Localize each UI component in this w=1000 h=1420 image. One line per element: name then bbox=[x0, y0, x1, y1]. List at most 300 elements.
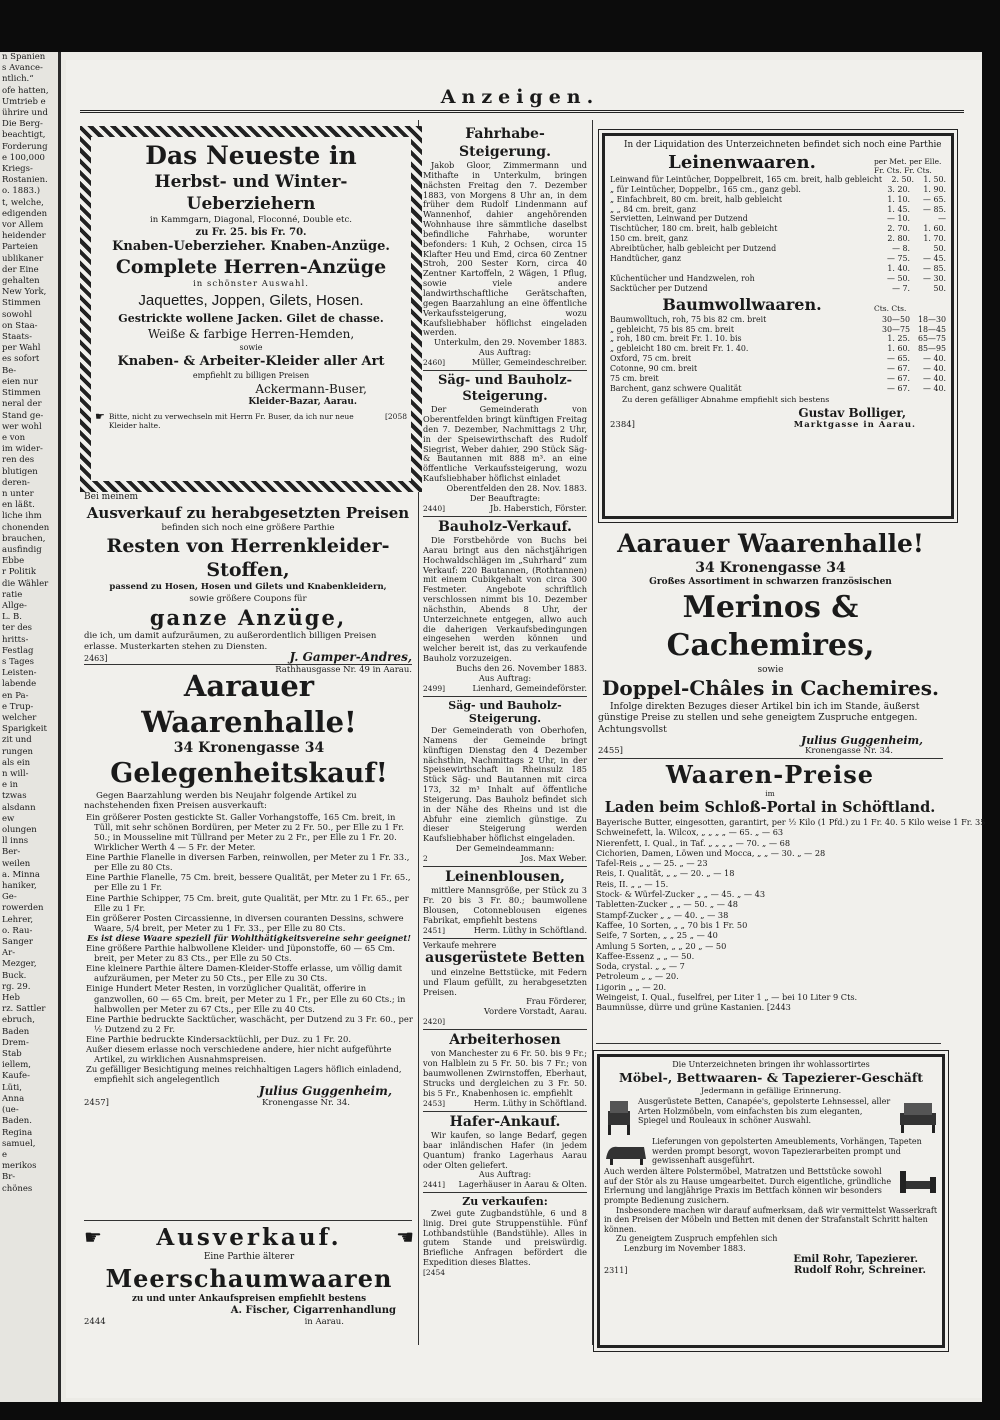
price-elle: 1. 70. bbox=[923, 234, 946, 244]
price-row: Nierenfett, I. Qual., in Taf. „ „ „ „ — 70. „ — 68 bbox=[596, 837, 791, 848]
price-meter: — 75. bbox=[887, 254, 910, 264]
price-meter: — 10. bbox=[887, 214, 910, 224]
stub-line: Festlag bbox=[2, 645, 34, 656]
ad-headline: ausgerüstete Betten bbox=[425, 950, 585, 967]
ad-waaren-preise-schoeftland bbox=[596, 760, 986, 1040]
ad-text: und einzelne Bettstücke, mit Federn und Flaum gefüllt, zu herabgesetzten Preisen. bbox=[423, 966, 587, 997]
ad-text: Buchs den 26. November 1883. bbox=[456, 662, 587, 673]
ad-text: zu und unter Ankaufspreisen empfiehlt bestens bbox=[131, 1293, 367, 1304]
price-meter: 1. 10. bbox=[887, 194, 910, 204]
stub-line: haniker, bbox=[2, 881, 37, 892]
price-meter: — 8. bbox=[892, 244, 910, 254]
ad-text: Verkaufe mehrere bbox=[423, 940, 497, 950]
price-row: Weingeist, I. Qual., fuselfrei, per Liter 1 „ — bei 10 Liter 9 Cts. bbox=[596, 992, 858, 1003]
ad-headline: Aarauer Waarenhalle! bbox=[141, 669, 357, 739]
price-row bbox=[610, 244, 946, 254]
stub-line: en läßt. bbox=[2, 500, 35, 511]
stub-line: Allge- bbox=[2, 600, 27, 611]
price-meter: — 67. bbox=[887, 364, 910, 374]
item-name: Küchentücher und Handzwelen, roh bbox=[610, 273, 755, 283]
stub-line: ntlich.“ bbox=[2, 74, 34, 85]
item-name bbox=[610, 264, 874, 274]
price-row bbox=[610, 344, 946, 354]
price-meter: 3. 20. bbox=[887, 184, 910, 194]
price-elle: — 40. bbox=[923, 384, 946, 394]
price-row: Seife, 7 Sorten, „ „ 25 „ — 40 bbox=[596, 930, 718, 941]
price-row bbox=[610, 234, 946, 244]
ad-a2 bbox=[423, 373, 587, 514]
ad-headline: ganze Anzüge, bbox=[149, 605, 347, 631]
ad-address: Kleider-Bazar, Aarau. bbox=[248, 396, 357, 407]
item-name: Abreibtücher, halb gebleicht per Dutzend bbox=[610, 244, 777, 254]
item-name: Oxford, 75 cm. breit bbox=[610, 354, 692, 364]
ad-text: Oberentfelden den 28. Nov. 1883. bbox=[446, 482, 587, 493]
price-list bbox=[596, 817, 986, 1013]
price-meter: — 67. bbox=[887, 384, 910, 394]
stub-line: rz. Sattler bbox=[2, 1004, 46, 1015]
stub-line: o. Rau- bbox=[2, 925, 33, 936]
stub-line: Buck. bbox=[2, 970, 27, 981]
price-elle: — 40. bbox=[923, 354, 946, 364]
ad-gamper-andres bbox=[84, 492, 412, 675]
stub-line: e bbox=[2, 1149, 8, 1160]
ad-a4 bbox=[423, 699, 587, 864]
stub-line: e Trup- bbox=[2, 701, 34, 712]
ad-text: Ausgerüstete Betten, Canapée's, gepolsterte Lehnsessel, aller Arten Holzmöbeln, vom einfachsten bis zum eleganten, Spiegel und Rouleaux in schöner Auswahl. bbox=[638, 1097, 891, 1126]
divider bbox=[84, 664, 412, 665]
price-elle: — 30. bbox=[923, 273, 946, 283]
price-elle: 50. bbox=[933, 244, 946, 254]
ad-footer bbox=[423, 1099, 587, 1109]
ad-text: Die Forstbehörde von Buchs bei Aarau bringt aus den nächstjährigen Hochwaldschlägen im „Suhrhard“ zum Verkauf: 220 Bautannen, (Rothtannen) mit einem Cubikgehalt von circa 300 Festmeter. Angebote schriftlich verschlossen nimmt bis 10. Dezember nächsthin, Abends 8 Uhr, der Unterzeichnete entgegen, allwo auch die daherigen Verkaufsbedingungen eingesehen werden können und welcher bereit ist, das zu verkaufende Bauholz vorzuzeigen. bbox=[423, 535, 587, 664]
ad-text: von Manchester zu 6 Fr. 50. bis 9 Fr.; von Halblein zu 5 Fr. 50. bis 7 Fr.; von baumwollenen Zwirnstoffen, Eberhaut, Strucks und dergleichen zu 3 Fr. 50. bis 5 Fr., Knabenhosen ic. empfiehlt bbox=[423, 1048, 587, 1098]
price-row bbox=[610, 175, 946, 185]
ad-waarenhalle-gelegenheitskauf bbox=[84, 668, 414, 1218]
divider bbox=[423, 866, 587, 867]
stub-line: im wider- bbox=[2, 444, 43, 455]
stub-line: beachtigt, bbox=[2, 130, 46, 141]
ad-headline: Das Neueste in bbox=[145, 141, 357, 170]
stub-line: ublikaner bbox=[2, 253, 44, 264]
item-name: „ für Leintücher, Doppelbr., 165 cm., ganz gebl. bbox=[610, 184, 801, 194]
ad-footer bbox=[423, 1017, 587, 1027]
stub-line: ren des bbox=[2, 455, 35, 466]
ad-a8 bbox=[423, 1114, 587, 1191]
price-meter: 1. 60. bbox=[887, 344, 910, 354]
stub-line: rowerden bbox=[2, 903, 44, 914]
price-elle: 1. 90. bbox=[923, 184, 946, 194]
ad-text: In der Liquidation des Unterzeichneten befindet sich noch eine Parthie bbox=[624, 140, 942, 150]
ad-price: zu Fr. 25. bis Fr. 70. bbox=[195, 226, 307, 238]
stub-line: weilen bbox=[2, 858, 31, 869]
price-row bbox=[610, 185, 946, 195]
stub-line: labende bbox=[2, 679, 37, 690]
ad-bolliger-leinenwaaren bbox=[602, 133, 954, 519]
stub-line: tzwas bbox=[2, 791, 27, 802]
ad-headline: Ausverkauf zu herabgesetzten Preisen bbox=[86, 503, 410, 522]
price-meter: 1. 45. bbox=[887, 204, 910, 214]
stub-line: ratie bbox=[2, 589, 23, 600]
ad-headline: Ausverkauf. bbox=[156, 1224, 342, 1251]
stub-line: Br- bbox=[2, 1172, 16, 1183]
ad-waarenhalle-merinos bbox=[598, 528, 943, 756]
stub-line: Mezger, bbox=[2, 959, 37, 970]
divider bbox=[84, 1220, 412, 1221]
column-header: per Met. per Elle. bbox=[874, 156, 942, 166]
item-text: Es ist diese Waare speziell für Wohlthätigkeitsvereine sehr geeignet! bbox=[87, 932, 411, 943]
bed-illustration bbox=[898, 1167, 938, 1197]
divider bbox=[423, 1192, 587, 1193]
price-meter: — 67. bbox=[887, 374, 910, 384]
ad-address: Kronengasse Nr. 34. bbox=[262, 1098, 350, 1109]
price-elle: — 85. bbox=[923, 204, 946, 214]
stub-line: Kaufe- bbox=[2, 1071, 30, 1082]
ad-fischer-meerschaum bbox=[84, 1224, 414, 1346]
price-meter: — 7. bbox=[892, 283, 910, 293]
sofa-illustration bbox=[898, 1097, 938, 1137]
ad-text: Aus Auftrag: bbox=[478, 672, 532, 683]
stub-line: ew bbox=[2, 813, 15, 824]
column-header: Cts. Cts. bbox=[874, 304, 907, 314]
price-elle: 85—95 bbox=[918, 344, 946, 354]
price-meter: 1. 25. bbox=[887, 334, 910, 344]
stub-line: samuel, bbox=[2, 1138, 36, 1149]
ad-headline: Möbel-, Bettwaaren- & Tapezierer-Geschäft bbox=[619, 1069, 923, 1085]
item-name: Cotonne, 90 cm. breit bbox=[610, 364, 698, 374]
ad-number: 2499] bbox=[423, 683, 446, 693]
stub-line: Kriegs- bbox=[2, 164, 33, 175]
ad-text: in schönster Auswahl. bbox=[193, 279, 309, 290]
item-text: Eine Parthie Flanelle, 75 Cm. breit, bessere Qualität, per Meter zu 1 Fr. 65., per Elle zu 1 Fr. bbox=[86, 872, 411, 893]
stub-line: alsdann bbox=[2, 802, 36, 813]
stub-line: Regina bbox=[2, 1127, 33, 1138]
stub-line: per Wahl bbox=[2, 343, 41, 354]
item-text: Zu gefälliger Besichtigung meines reichhaltigen Lagers höflich einladend, empfiehlt sich angelegentlich bbox=[86, 1064, 402, 1085]
stub-line: a. Minna bbox=[2, 869, 40, 880]
price-row bbox=[610, 274, 946, 284]
previous-page-stub bbox=[0, 52, 61, 1402]
price-row: Reis, II. „ „ — 15. bbox=[596, 878, 669, 889]
ad-headline: Bauholz-Verkauf. bbox=[438, 518, 572, 535]
ad-headline: Hafer-Ankauf. bbox=[449, 1113, 561, 1130]
stub-line: wer wohl bbox=[2, 421, 42, 432]
ad-headline: Doppel-Châles in Cachemires. bbox=[602, 676, 939, 701]
ad-a7 bbox=[423, 1032, 587, 1109]
price-row: Tafel-Reis „ „ — 25. „ — 23 bbox=[596, 858, 708, 869]
ad-number: 2460] bbox=[423, 357, 446, 367]
ad-address: Marktgasse in Aarau. bbox=[793, 419, 916, 430]
item-name: Baumwolltuch, roh, 75 bis 82 cm. breit bbox=[610, 314, 767, 324]
ad-number: 2311] bbox=[604, 1265, 628, 1275]
ad-text: Auch werden ältere Polstermöbel, Matratzen und Bettstücke sowohl auf der Stör als zu Hause umgearbeitet. Durch eigentliche, gründliche Erlernung und langjährige Praxis im Bettfach können wir besonders prompte Bedienung zusichern. bbox=[604, 1167, 892, 1205]
price-row bbox=[610, 315, 946, 325]
stub-line: gehalten bbox=[2, 276, 40, 287]
ad-text: Knaben- & Arbeiter-Kleider aller Art bbox=[117, 354, 385, 370]
price-row bbox=[610, 354, 946, 364]
ad-number: 2463] bbox=[84, 654, 108, 664]
item-text: Ein größerer Posten Circassienne, in diversen couranten Dessins, schwere Waare, 5/4 breit, per Meter zu 1 Fr. 33., per Elle zu 80 Cts. bbox=[86, 912, 404, 933]
price-row: Stock- & Würfel-Zucker „ „ — 45. „ — 43 bbox=[596, 889, 766, 900]
ad-number: 2441] bbox=[423, 1180, 446, 1190]
price-row: Schweinefett, la. Wilcox, „ „ „ „ — 65. „ — 63 bbox=[596, 827, 784, 838]
item-name: Servietten, Leinwand per Dutzend bbox=[610, 214, 748, 224]
stub-line: chönes bbox=[2, 1183, 33, 1194]
price-row bbox=[610, 325, 946, 335]
item-name: Tischtücher, 180 cm. breit, halb gebleicht bbox=[610, 224, 778, 234]
ad-headline: Arbeiterhosen bbox=[449, 1031, 561, 1048]
ad-address: in Aarau. bbox=[304, 1316, 344, 1327]
stub-line: Stimmen bbox=[2, 388, 41, 399]
price-meter: 30—75 bbox=[882, 324, 910, 334]
ad-text: Jaquettes, Joppen, Gilets, Hosen. bbox=[138, 291, 364, 309]
ad-a1 bbox=[423, 126, 587, 368]
ad-text: Die Unterzeichneten bringen ihr wohlassortirtes bbox=[672, 1060, 870, 1069]
stub-line: Heb bbox=[2, 993, 20, 1004]
stub-line: Staats- bbox=[2, 332, 33, 343]
stub-line: ebruch, bbox=[2, 1015, 35, 1026]
item-name: „ gebleicht, 75 bis 85 cm. breit bbox=[610, 324, 735, 334]
price-meter: — 65. bbox=[887, 354, 910, 364]
stub-line: neral der bbox=[2, 399, 42, 410]
price-elle: — 40. bbox=[923, 374, 946, 384]
stub-line: Sanger bbox=[2, 937, 33, 948]
stub-line: ter des bbox=[2, 623, 33, 634]
stub-line: s Tages bbox=[2, 656, 34, 667]
stub-line: n Spanien bbox=[2, 52, 46, 62]
ad-text: Jakob Gloor, Zimmermann und Mithafte in Unterkulm, bringen nächsten Freitag den 7. Dezember 1883, von Morgens 8 Uhr an, in dem früher dem Rudolf Lindenmann auf Wannenhof, dahier angehörenden Wohnhause ihre sämmtliche daselbst befindliche Fahrhabe, worunter befonders: 1 Kuh, 2 Ochsen, circa 15 Klafter Heu und Emd, circa 60 Zentner Stroh, 200 Sester Korn, circa 40 Zentner Kartoffeln, 2 Wägen, 1 Pflug, sowie viele andere landwirthschaftliche Gerätschaften, gegen Baarzahlung an eine öffentliche Verkaufssteigerung, wozu Kaufsliebhaber höflichst eingeladen werden. bbox=[423, 160, 587, 338]
ad-headline: Leinenblousen, bbox=[445, 868, 565, 885]
ad-text: Jedermann in gefällige Erinnerung. bbox=[700, 1085, 842, 1095]
stub-line: es sofort bbox=[2, 354, 40, 365]
ad-headline: Leinenwaaren. bbox=[668, 151, 816, 173]
ad-footer bbox=[423, 504, 587, 514]
ad-address: Rathhausgasse Nr. 49 in Aarau. bbox=[275, 664, 412, 675]
stub-line: e 100,000 bbox=[2, 152, 45, 163]
ad-text: Zu deren gefälliger Abnahme empfiehlt sich bestens bbox=[622, 394, 830, 404]
divider bbox=[423, 696, 587, 697]
ad-signature: Lagerhäuser in Aarau & Olten. bbox=[458, 1179, 587, 1190]
item-name: Barchent, ganz schwere Qualität bbox=[610, 384, 742, 394]
price-row bbox=[610, 214, 946, 224]
ad-text: im bbox=[765, 789, 775, 798]
ad-text: Aus Auftrag: bbox=[478, 347, 532, 358]
pointing-hand-left-icon: ☚ bbox=[396, 1225, 414, 1250]
ad-headline: Säg- und Bauholz-Steigerung. bbox=[448, 698, 562, 726]
ad-number: [2058 bbox=[384, 411, 407, 421]
ad-number: 2451] bbox=[423, 925, 446, 935]
ad-text: Der Beauftragte: bbox=[469, 492, 541, 503]
stub-line: L. B. bbox=[2, 612, 22, 623]
item-text: Eine Parthie Schipper, 75 Cm. breit, gute Qualität, per Mtr. zu 1 Fr. 65., per Elle zu 1 Fr. bbox=[86, 892, 409, 913]
stub-line: Sparigkeit bbox=[2, 724, 47, 735]
ad-text: Zu geneigtem Zuspruch empfehlen sich bbox=[616, 1234, 778, 1244]
column-header: Fr. Cts. Fr. Cts. bbox=[874, 165, 932, 175]
price-row: Amlung 5 Sorten, „ „ 20 „ — 50 bbox=[596, 940, 727, 951]
ad-signature: Müller, Gemeindeschreiber. bbox=[471, 356, 587, 367]
price-elle: 1. 60. bbox=[923, 224, 946, 234]
price-row: Kaffee, 10 Sorten, „ „ 70 bis 1 Fr. 50 bbox=[596, 919, 748, 930]
stub-line: ll inns bbox=[2, 836, 29, 847]
stub-line: t, welche, bbox=[2, 197, 44, 208]
stub-line: vor Allem bbox=[2, 220, 44, 231]
stub-line: edigenden bbox=[2, 208, 48, 219]
ad-number: 2444 bbox=[84, 1316, 106, 1327]
ad-text: passend zu Hosen, Hosen und Gilets und Knabenkleidern, bbox=[109, 582, 387, 593]
stub-line: ührire und bbox=[2, 108, 48, 119]
stub-line: New York, bbox=[2, 287, 47, 298]
stub-line: zit und bbox=[2, 735, 32, 746]
stub-line: sowohl bbox=[2, 309, 33, 320]
ad-number: 2440] bbox=[423, 503, 446, 513]
price-row bbox=[610, 384, 946, 394]
ad-note: Bitte, nicht zu verwechseln mit Herrn Fr. Buser, da ich nur neue Kleider halte. bbox=[108, 411, 354, 430]
ad-signature: Ackermann-Buser, bbox=[255, 381, 367, 396]
ad-headline: Säg- und Bauholz-Steigerung. bbox=[437, 372, 573, 404]
ad-a9 bbox=[423, 1195, 587, 1278]
price-meter: — 50. bbox=[887, 273, 910, 283]
ad-number: 2457] bbox=[84, 1098, 109, 1109]
ad-signature: J. Gamper-Andres, bbox=[289, 650, 412, 665]
price-row bbox=[610, 334, 946, 344]
divider bbox=[423, 938, 587, 939]
divider bbox=[598, 758, 943, 759]
price-row: Stampf-Zucker „ „ — 40. „ — 38 bbox=[596, 909, 729, 920]
stub-line: blutigen bbox=[2, 466, 38, 477]
item-text: Eine Parthie bedruckte Kindersacktüchli, per Duz. zu 1 Fr. 20. bbox=[86, 1033, 351, 1044]
stub-line: Rostanien. bbox=[2, 175, 48, 186]
price-table bbox=[610, 175, 946, 294]
ad-a5 bbox=[423, 869, 587, 936]
stub-line: Stab bbox=[2, 1049, 22, 1060]
ad-headline: Meerschaumwaaren bbox=[105, 1263, 393, 1293]
stub-line: Stimmen bbox=[2, 298, 41, 309]
ad-signature: Jos. Max Weber. bbox=[520, 852, 587, 863]
item-text: Eine kleinere Parthie ältere Damen-Kleider-Stoffe erlasse, um völlig damit aufzuräumen, per Meter zu 50 Cts., per Elle zu 30 Cts. bbox=[86, 963, 403, 984]
item-name: „ roh, 180 cm. breit Fr. 1. 10. bis bbox=[610, 334, 742, 344]
price-elle: 18—30 bbox=[918, 314, 946, 324]
ad-number: 2420] bbox=[423, 1017, 446, 1027]
ad-text: sowie bbox=[239, 342, 263, 352]
stub-line: Lehrer, bbox=[2, 914, 34, 925]
ad-text: Lieferungen von gepolsterten Ameublements, Vorhängen, Tapeten werden prompt besorgt, wovon Tapezierarbeiten prompt und gewissenhaft ausgeführt. bbox=[652, 1137, 922, 1166]
ad-number: 2453] bbox=[423, 1098, 446, 1108]
price-row: Petroleum „ „ — 20. bbox=[596, 971, 679, 982]
price-row: Cichorien, Damen, Löwen und Mocca, „ „ — 30. „ — 28 bbox=[596, 847, 826, 858]
ad-signature: Rudolf Rohr, Schreiner. bbox=[793, 1264, 926, 1276]
stub-line: Baden bbox=[2, 1026, 30, 1037]
stub-line: chonenden bbox=[2, 522, 50, 533]
price-elle: — 85. bbox=[923, 263, 946, 273]
price-meter: 1. 40. bbox=[887, 263, 910, 273]
price-elle: — 65. bbox=[923, 194, 946, 204]
ad-text: Knaben-Ueberzieher. Knaben-Anzüge. bbox=[112, 239, 390, 255]
ad-text: Infolge direkten Bezuges dieser Artikel bin ich im Stande, äußerst günstige Preise zu stellen und sehe geneigtem Zuspruche entgegen. Achtungsvollst bbox=[598, 701, 920, 735]
stub-line: n unter bbox=[2, 488, 34, 499]
stub-line: s Avance- bbox=[2, 63, 43, 74]
stub-line: olungen bbox=[2, 825, 37, 836]
ad-a3 bbox=[423, 519, 587, 694]
stub-line: Forderung bbox=[2, 141, 48, 152]
armchair-illustration bbox=[604, 1097, 634, 1137]
ad-headline: Merinos & Cachemires, bbox=[666, 589, 875, 663]
item-text: Eine Parthie Flanelle in diversen Farben, reinwollen, per Meter zu 1 Fr. 33., per Elle zu 80 Cts. bbox=[86, 852, 410, 873]
ad-signature: Herm. Lüthy in Schöftland. bbox=[473, 924, 587, 935]
item-list bbox=[84, 812, 414, 1085]
ad-signature: Herm. Lüthy in Schöftland. bbox=[473, 1097, 587, 1108]
ad-signature: Lienhard, Gemeindeförster. bbox=[472, 682, 587, 693]
price-elle: 1. 50. bbox=[923, 174, 946, 184]
ad-signature: Emil Rohr, Tapezierer. bbox=[793, 1253, 918, 1265]
ad-text: in Kammgarn, Diagonal, Floconné, Double etc. bbox=[150, 215, 352, 225]
price-meter: 30—50 bbox=[882, 314, 910, 324]
ad-text: Wir kaufen, so lange Bedarf, gegen baar inländischen Hafer (in jedem Quantum) franko Lagerhaus Aarau oder Olten geliefert. bbox=[423, 1130, 587, 1170]
stub-line: Lüti, bbox=[2, 1082, 22, 1093]
pointing-hand-icon: ☛ bbox=[84, 1225, 102, 1250]
stub-line: hritts- bbox=[2, 634, 29, 645]
stub-line: rg. 29. bbox=[2, 981, 31, 992]
price-elle: 65—75 bbox=[918, 334, 946, 344]
ad-text: die ich, um damit aufzuräumen, zu außerordentlich billigen Preisen erlasse. Musterkarten stehen zu Diensten. bbox=[84, 631, 377, 652]
stub-line: heidender bbox=[2, 231, 46, 242]
ad-text: Zwei gute Zugbandstühle, 6 und 8 linig. Drei gute Struppenstühle. Fünf Lothbandstühle (Bandstühle). Alles in gutem Stande und preiswürdig. Briefliche Anfragen befördert die Expedition dieses Blattes. bbox=[423, 1207, 587, 1268]
stub-line: brauchen, bbox=[2, 533, 46, 544]
price-row: Kaffee-Essenz „ „ — 50. bbox=[596, 950, 695, 961]
ad-text: Der Gemeinderath von Oberhofen, Namens der Gemeinde bringt künftigen Dienstag den 4 Dezember nächsthin, Nachmittags 2 Uhr, in der Speisewirthschaft in Rheinsulz 185 Stück Säg- und Bautannen mit circa 173, 32 m³ Inhalt auf öffentliche Steigerung. Das Bauholz befindet sich in der Nähe des Rheins und ist die Abfuhr eine ziemlich günstige. Zu dieser Steigerung werden Kaufsliebhaber höflichst eingeladen. bbox=[423, 725, 587, 844]
stub-line: Ber- bbox=[2, 847, 21, 858]
ad-footer bbox=[423, 1180, 587, 1190]
ad-headline: Fahrhabe-Steigerung. bbox=[459, 126, 551, 160]
ad-number: 2455] bbox=[598, 746, 623, 757]
price-row bbox=[610, 195, 946, 205]
ad-text: Aus Auftrag: bbox=[478, 1169, 532, 1180]
ad-text: Bei meinem bbox=[84, 492, 139, 502]
ad-number: 2 bbox=[423, 853, 428, 863]
ad-text: sowie größere Coupons für bbox=[189, 593, 307, 604]
ad-footer bbox=[423, 684, 587, 694]
stub-line: eien nur bbox=[2, 376, 38, 387]
ad-signature: A. Fischer, Cigarrenhandlung bbox=[230, 1305, 396, 1317]
item-text: Ein größerer Posten gestickte St. Galler Vorhangstoffe, 165 Cm. breit, in Tüll, mit sehr schönen Bordüren, per Meter zu 2 Fr. 50., per Elle zu 1 Fr. 50.; in Mousseline mit Tüllrand per Meter zu 2 Fr., per Elle zu 1 Fr. 20. Wirklicher Werth 4 — 5 Fr. der Meter. bbox=[86, 811, 404, 853]
price-row bbox=[610, 254, 946, 264]
item-name: Leinwand für Leintücher, Doppelbreit, 165 cm. breit, halb gebleicht bbox=[610, 174, 883, 184]
price-elle: — 45. bbox=[923, 254, 946, 264]
stub-line: Umtrieb e bbox=[2, 96, 46, 107]
price-row: Ligorin „ „ — 20. bbox=[596, 981, 667, 992]
price-row: Tabletten-Zucker „ „ — 50. „ — 48 bbox=[596, 899, 738, 910]
ad-subheadline: Herbst- und Winter-Ueberziehern bbox=[154, 172, 348, 214]
ad-footer bbox=[423, 1268, 587, 1278]
ad-text: Gegen Baarzahlung werden bis Neujahr folgende Artikel zu nachstehenden fixen Preisen ausverkauft: bbox=[84, 791, 357, 812]
ad-headline: Zu verkaufen: bbox=[462, 1195, 548, 1209]
stub-line: merikos bbox=[2, 1161, 37, 1172]
ad-text: Gestrickte wollene Jacken. Gilet de chasse. bbox=[118, 311, 384, 325]
stub-line: Baden. bbox=[2, 1116, 32, 1127]
ad-address: 34 Kronengasse 34 bbox=[695, 560, 846, 576]
price-elle: 18—45 bbox=[918, 324, 946, 334]
item-text: Eine Parthie bedruckte Sacktücher, waschächt, per Dutzend zu 3 Fr. 60., per ½ Dutzend zu 2 Fr. bbox=[86, 1013, 413, 1034]
ad-number: [2454 bbox=[423, 1267, 446, 1277]
ad-footer bbox=[423, 854, 587, 864]
ad-signature: Gustav Bolliger, bbox=[798, 405, 906, 420]
divider bbox=[423, 1111, 587, 1112]
ad-headline: Gelegenheitskauf! bbox=[110, 758, 388, 789]
item-name: „ „ 84 cm. breit, ganz bbox=[610, 204, 696, 214]
ad-headline: Baumwollwaaren. bbox=[662, 294, 822, 314]
stub-line: e von bbox=[2, 432, 26, 443]
ad-footer bbox=[423, 358, 587, 368]
couch-illustration bbox=[604, 1137, 648, 1167]
ad-signature: Julius Guggenheim, bbox=[258, 1084, 392, 1099]
